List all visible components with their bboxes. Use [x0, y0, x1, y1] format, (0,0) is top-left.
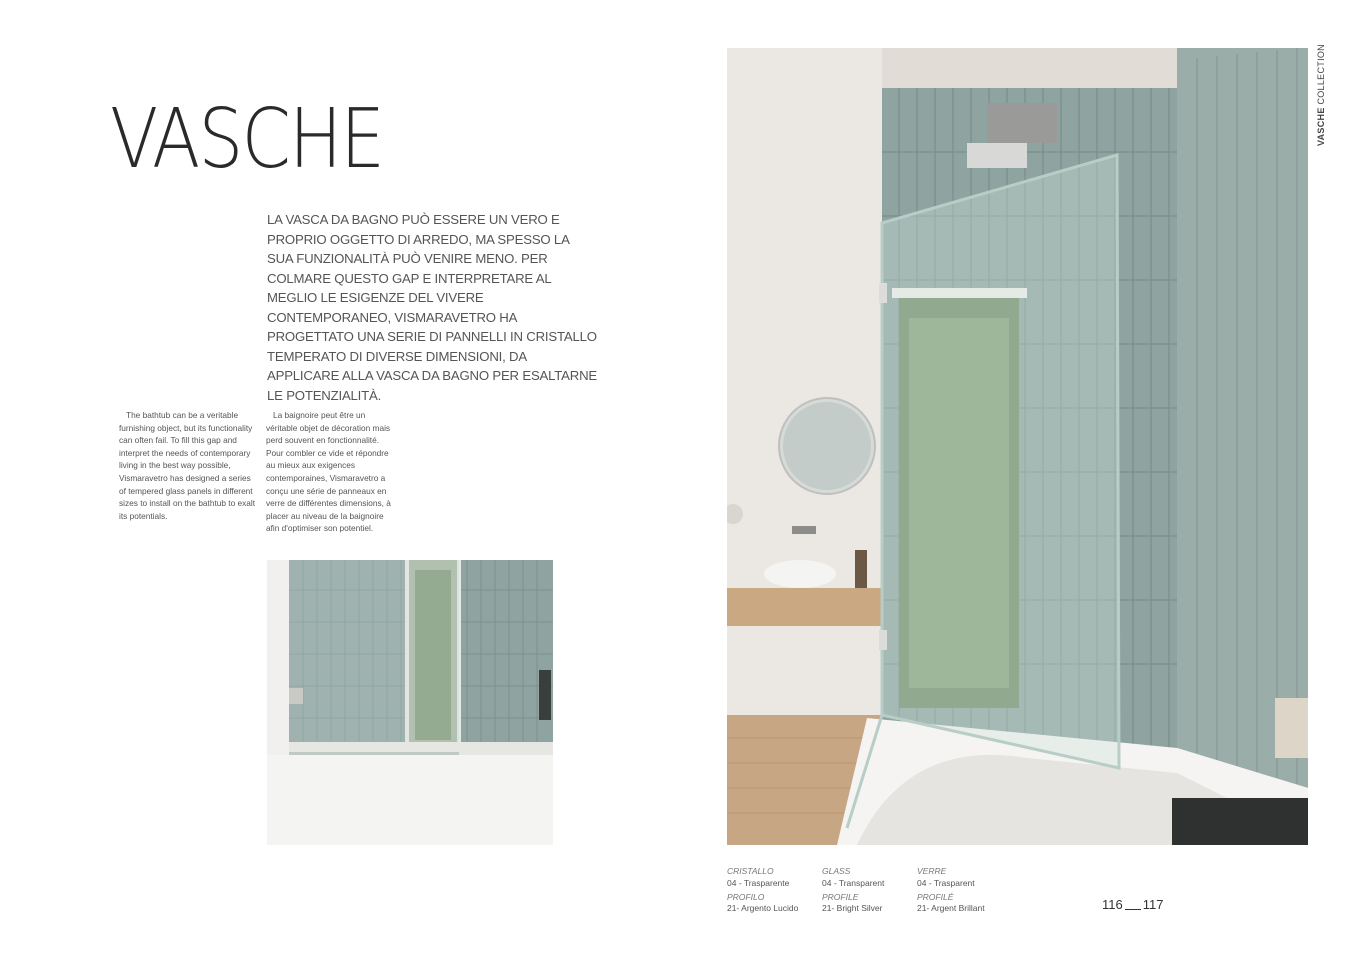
spec-value: 04 - Trasparent [917, 877, 975, 888]
spec-value: 04 - Transparent [822, 877, 885, 888]
page-number-left: 116 [1102, 897, 1123, 912]
spec-value: 21- Argent Brillant [917, 903, 985, 914]
spec-heading: VERRE [917, 866, 947, 876]
page-numbers [1102, 897, 1163, 912]
spec-heading: PROFILÉ [917, 891, 954, 902]
spec-heading: CRISTALLO [727, 866, 774, 876]
intro-paragraph: LA VASCA DA BAGNO PUÒ ESSERE UN VERO E PROPRIO OGGETTO DI ARREDO, MA SPESSO LA SUA FUNZIONALITÀ PUÒ VENIRE MENO. PER COLMARE QUESTO GAP E INTERPRETARE AL MEGLIO LE ESIGENZE DEL VIVERE CONTEMPORANEO, VISMARAVETRO HA PROGETTATO UNA SERIE DI PANNELLI IN CRISTALLO TEMPERATO DI DIVERSE DIMENSIONI, DA APPLICARE ALLA VASCA DA BAGNO PER ESALTARNE LE POTENZIALITÀ. [267, 212, 598, 403]
collection-label-bold: VASCHE [1316, 107, 1326, 146]
english-paragraph: The bathtub can be a veritable furnishing object, but its functionality can often fail. To fill this gap and interpret the needs of contemporary living in the best way possible, Vismaravetro has designed a series of tempered glass panels in different sizes to install on the bathtub to exalt its potentials. [119, 410, 256, 521]
bathtub-detail-photo [267, 560, 553, 845]
french-paragraph: La baignoire peut être un véritable objet de décoration mais perd souvent en fonctionnalité. Pour combler ce vide et répondre au mieux aux exigences contemporaines, Vismaravetro a conçu une série de panneaux en verre de différentes dimensions, à placer au niveau de la baignoire afin d'optimiser son potentiel. [266, 410, 391, 534]
spec-heading: PROFILE [822, 891, 859, 902]
spec-italian [727, 866, 817, 915]
collection-label-rest: COLLECTION [1316, 44, 1326, 105]
page-title: VASCHE [110, 92, 384, 187]
spec-value: 21- Bright Silver [822, 903, 883, 914]
spec-english [822, 866, 912, 915]
spec-value: 04 - Trasparente [727, 877, 790, 888]
spec-heading: GLASS [822, 866, 851, 876]
bathroom-main-photo [727, 48, 1308, 845]
spec-french [917, 866, 1007, 915]
collection-label [1316, 44, 1326, 146]
spec-value: 21- Argento Lucido [727, 903, 799, 914]
page-separator [1125, 909, 1141, 910]
spec-heading: PROFILO [727, 891, 765, 902]
page-number-right: 117 [1142, 897, 1164, 912]
